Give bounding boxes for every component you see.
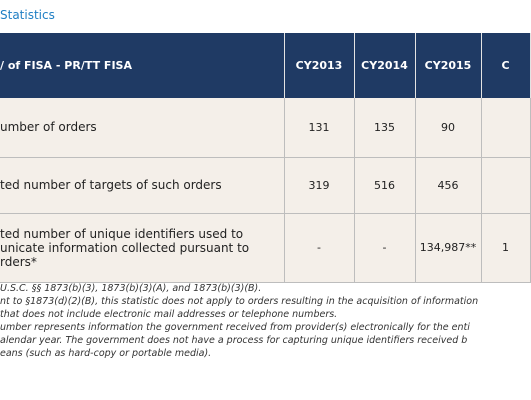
table-cell: 456 (415, 157, 481, 213)
statistics-table (0, 33, 531, 283)
table-cell: - (284, 213, 354, 282)
row-label-line: umber of orders (0, 120, 97, 135)
table-cell (481, 98, 530, 157)
row-label-line: ted number of unique identifiers used to (0, 226, 244, 241)
header-cy2013: CY2013 (284, 33, 354, 98)
table-cell: 131 (284, 98, 354, 157)
header-category: / of FISA - PR/TT FISA (0, 33, 284, 98)
table-row (0, 98, 530, 157)
table-cell: 135 (354, 98, 415, 157)
table-cell: 1 (481, 213, 530, 282)
row-label (0, 213, 284, 282)
header-cy2014: CY2014 (354, 33, 415, 98)
statistics-table-container (0, 33, 510, 282)
table-cell: 90 (415, 98, 481, 157)
table-cell: 134,987** (415, 213, 481, 282)
footnotes (0, 282, 495, 360)
footnote-line: umber represents information the government received from provider(s) electronically for the enti (0, 322, 470, 333)
table-header-row (0, 33, 530, 98)
table-cell (481, 157, 530, 213)
footnote-line: that does not include electronic mail addresses or telephone numbers. (0, 309, 338, 320)
section-title: Statistics (0, 8, 55, 22)
table-row (0, 157, 530, 213)
footnote-line: nt to §1873(d)(2)(B), this statistic does not apply to orders resulting in the acquisition of information (0, 296, 479, 307)
row-label-line: rders* (0, 254, 37, 269)
footnote-line: eans (such as hard-copy or portable media). (0, 348, 212, 359)
header-cy2015: CY2015 (415, 33, 481, 98)
footnote-line: U.S.C. §§ 1873(b)(3), 1873(b)(3)(A), and 1873(b)(3)(B). (0, 283, 262, 294)
row-label (0, 98, 284, 157)
table-row (0, 213, 530, 282)
header-truncated: C (481, 33, 530, 98)
table-cell: - (354, 213, 415, 282)
footnote-line: alendar year. The government does not have a process for capturing unique identifiers received b (0, 335, 468, 346)
row-label-line: unicate information collected pursuant to (0, 240, 250, 255)
table-cell: 516 (354, 157, 415, 213)
row-label-line: ted number of targets of such orders (0, 178, 222, 192)
table-cell: 319 (284, 157, 354, 213)
row-label (0, 157, 284, 213)
